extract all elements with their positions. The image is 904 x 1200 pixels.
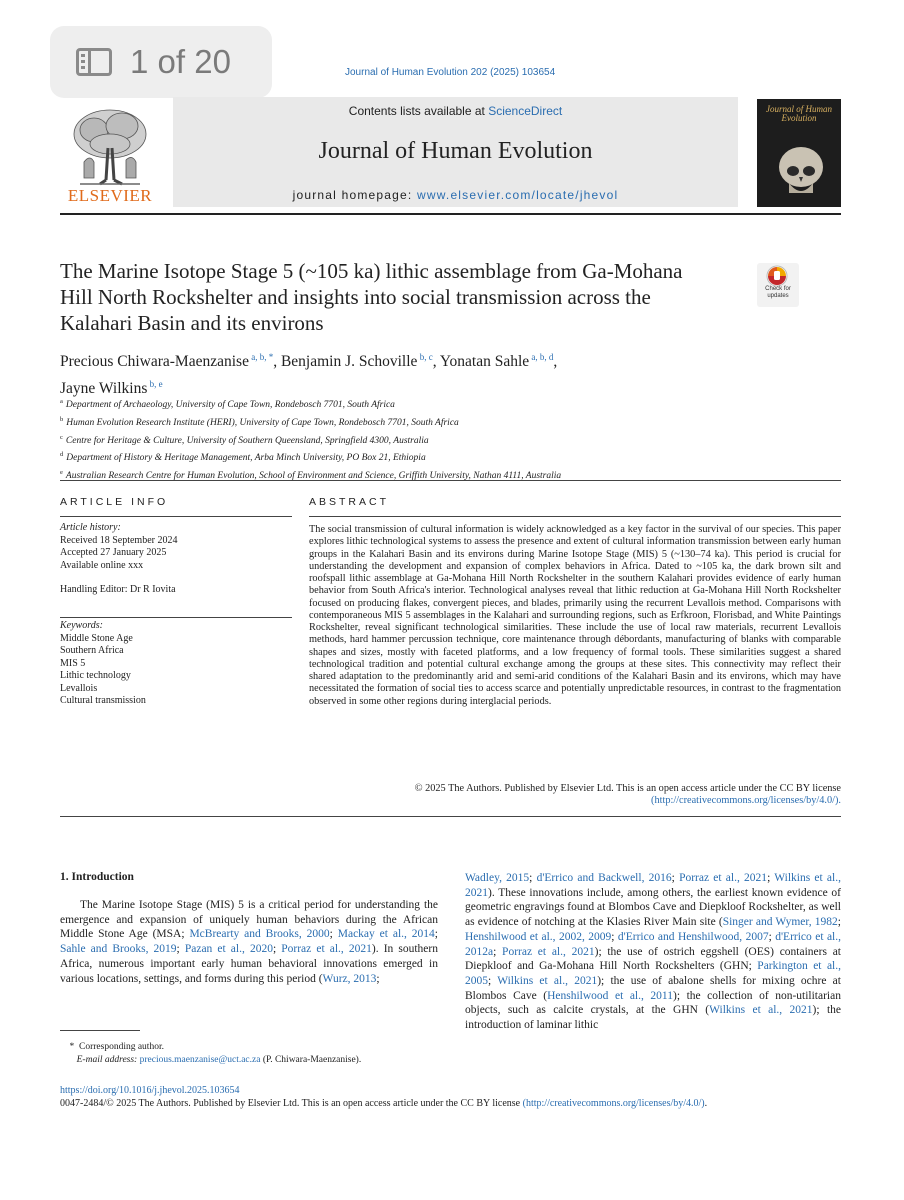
body-text: ; bbox=[272, 943, 282, 956]
affiliation-key: b bbox=[60, 415, 64, 423]
body-text: ; bbox=[376, 972, 380, 985]
author-affiliation-marks[interactable]: a, b, d bbox=[529, 352, 554, 362]
author-affiliation-marks[interactable]: b, e bbox=[147, 379, 163, 389]
author-name[interactable]: Jayne Wilkins bbox=[60, 380, 148, 397]
affiliation-text: Australian Research Centre for Human Evolution, School of Environment and Science, Griffith University, Nathan 4111, Australia bbox=[65, 471, 562, 482]
affiliation-item bbox=[60, 448, 820, 466]
body-text: The Marine Isotope Stage (MIS) 5 is a critical period for understanding the emergence and expansion of uniquely human behaviors during the African Middle Stone Age (MSA; bbox=[60, 899, 438, 941]
copyright-suffix: . bbox=[704, 1098, 708, 1109]
affiliation-key: a bbox=[60, 398, 63, 405]
affiliation-key: e bbox=[60, 469, 63, 477]
received-date: Received 18 September 2024 bbox=[60, 534, 178, 546]
doi-link[interactable]: https://doi.org/10.1016/j.jhevol.2025.103654 bbox=[60, 1085, 240, 1096]
body-text: ). In southern Africa, numerous important early human behavioral innovations emerged in various locations, settings, and forms during this period ( bbox=[60, 943, 438, 985]
corresponding-footnote bbox=[60, 1041, 438, 1066]
keywords-list bbox=[60, 633, 292, 708]
citation-link[interactable]: Henshilwood et al., 2002, 2009 bbox=[465, 930, 612, 943]
homepage-link[interactable]: www.elsevier.com/locate/jhevol bbox=[416, 188, 619, 202]
affiliation-text: Centre for Heritage & Culture, University of Southern Queensland, Springfield 4300, Australia bbox=[65, 435, 429, 446]
body-text: ; bbox=[493, 945, 503, 958]
abstract-license bbox=[309, 783, 841, 808]
citation-link[interactable]: Wilkins et al., 2021 bbox=[709, 1004, 813, 1017]
citation-link[interactable]: d'Errico and Backwell, 2016 bbox=[536, 872, 672, 884]
body-text: ). These innovations include, among others, the earliest known evidence of geometric engravings found at Blombos Cave and Diepkloof Rockshelter, as well as evidence of notching at the Klasies River Main site ( bbox=[465, 886, 841, 929]
section-rule bbox=[60, 816, 841, 817]
cover-title: Journal of Human Evolution bbox=[766, 104, 832, 123]
article-history bbox=[60, 522, 292, 597]
body-text: ); the introduction of laminar lithic bbox=[465, 1004, 841, 1032]
online-date: Available online xxx bbox=[60, 559, 144, 571]
affiliation-item bbox=[60, 413, 820, 431]
contents-prefix: Contents lists available at bbox=[348, 104, 489, 118]
article-title: The Marine Isotope Stage 5 (~105 ka) lithic assemblage from Ga-Mohana Hill North Rockshelter and insights into social transmission across the Kalahari Basin and its environs bbox=[60, 259, 683, 335]
affiliation-key: c bbox=[60, 433, 63, 441]
keyword-item: Levallois bbox=[60, 682, 98, 694]
citation-link[interactable]: d'Errico and Henshilwood, 2007 bbox=[617, 930, 769, 943]
keyword-item: Cultural transmission bbox=[60, 695, 146, 706]
email-link[interactable]: precious.maenzanise@uct.ac.za bbox=[139, 1054, 261, 1065]
check-updates-icon bbox=[766, 265, 788, 287]
copyright-line bbox=[60, 1098, 850, 1109]
affiliation-text: Human Evolution Research Institute (HERI), University of Cape Town, Rondebosch 7701, South Africa bbox=[66, 417, 459, 428]
body-text: ; bbox=[529, 872, 537, 884]
author-affiliation-marks[interactable]: a, b, * bbox=[248, 352, 274, 362]
body-text: ; bbox=[611, 930, 618, 943]
body-text: ; bbox=[488, 974, 498, 987]
affiliation-key: d bbox=[60, 451, 64, 459]
abstract-heading: ABSTRACT bbox=[309, 496, 390, 508]
email-suffix: (P. Chiwara-Maenzanise). bbox=[260, 1054, 362, 1065]
email-label: E-mail address: bbox=[76, 1054, 140, 1065]
history-label: Article history: bbox=[60, 522, 121, 533]
footnote-rule bbox=[60, 1030, 140, 1031]
citation-link[interactable]: Sahle and Brooks, 2019 bbox=[60, 943, 177, 956]
affiliation-item bbox=[60, 466, 820, 484]
introduction-right-column bbox=[465, 871, 841, 1033]
body-text: ; bbox=[767, 872, 775, 884]
contents-line bbox=[173, 104, 738, 118]
author-name[interactable]: Yonatan Sahle bbox=[439, 353, 530, 370]
citation-link[interactable]: Pazan et al., 2020 bbox=[184, 943, 273, 956]
citation-link[interactable]: Porraz et al., 2021 bbox=[679, 872, 768, 884]
author-separator: , bbox=[432, 353, 440, 370]
body-text: ; bbox=[671, 872, 680, 884]
author-name[interactable]: Precious Chiwara-Maenzanise bbox=[60, 353, 249, 370]
body-text: ); the use of ostrich eggshell (OES) containers at Diepkloof and Ga-Mohana Hill North Rockshelters (GHN; bbox=[465, 945, 841, 973]
body-text: ; bbox=[837, 916, 841, 929]
author-separator: , bbox=[553, 353, 558, 370]
license-line: © 2025 The Authors. Published by Elsevier Ltd. This is an open access article under the CC BY license bbox=[414, 783, 841, 794]
license-link[interactable]: (http://creativecommons.org/licenses/by/4.0/). bbox=[651, 795, 841, 807]
corresponding-label: Corresponding author. bbox=[79, 1042, 164, 1052]
author-separator: , bbox=[273, 353, 281, 370]
homepage-prefix: journal homepage: bbox=[292, 188, 417, 202]
handling-editor: Handling Editor: Dr R Iovita bbox=[60, 584, 176, 595]
keyword-item: Middle Stone Age bbox=[60, 632, 133, 644]
affiliation-item bbox=[60, 431, 820, 449]
header-rule bbox=[60, 213, 841, 215]
body-text: ); the use of abalone shells for mixing ochre at Blombos Cave ( bbox=[465, 974, 841, 1002]
check-for-updates-button[interactable] bbox=[757, 263, 799, 307]
affiliation-text: Department of History & Heritage Management, Arba Minch University, PO Box 21, Ethiopia bbox=[66, 453, 426, 464]
page-counter-text: 1 of 20 bbox=[130, 43, 231, 80]
body-text: ; bbox=[768, 930, 776, 943]
introduction-left-column bbox=[60, 898, 438, 986]
journal-homepage bbox=[173, 188, 738, 202]
keyword-item: Lithic technology bbox=[60, 670, 131, 681]
affiliation-item bbox=[60, 395, 820, 413]
citation-link[interactable]: Parkington et al., 2005 bbox=[465, 960, 841, 987]
keywords-rule bbox=[60, 617, 292, 618]
keyword-item: MIS 5 bbox=[60, 657, 86, 669]
abstract-text: The social transmission of cultural information is widely acknowledged as a key factor in the survival of our species. This paper explores lithic technological systems to assess the presence and extent of cultural information transmission between early human groups in the Kalahari Basin and its environs during Marine Isotope Stage (MIS) 5 (~130–74 ka). This period is crucial for understanding the development and expansion of complex behaviors in Africa. Dated to ~105 ka, the dark brown silt and roofspall lithic assemblage at Ga-Mohana Hill North Rockshelter in the southern Kalahari provides evidence of early human behavior from South Africa's interior. Technological analyses reveal that lithic reduction at Ga-Mohana Hill North Rockshelter focused on producing flakes, convergent pieces, and blades, primarily using the recurrent Levallois method. Comparisons with contemporaneous MIS 5 assemblages in the Kalahari and surrounding regions, such as Erfkroon, Florisbad, and White Paintings Rockshelter, reveal significant technological similarities. These include the use of local raw materials, recurrent Levallois methods, hard hammer percussion technique, core maintenance through débordants, manufacturing of blanks with comparable shapes and sizes, mostly with faceted platforms, and a low frequency of formal tools. These similarities suggest a shared technological tradition and potential cultural exchange among the groups at these sites. This connectivity may reflect their shared adaptation to the predominantly arid and semi-arid conditions of the Kalahari Basin and its environs, which may have necessitated the formation of social ties to access scarce and potentially unpredictable resources, in contrast to the fragmentation observed in some other regions during interglacial periods. bbox=[309, 524, 841, 707]
citation-link[interactable]: d'Errico et al., 2012a bbox=[465, 930, 842, 958]
article-info-heading: ARTICLE INFO bbox=[60, 496, 169, 508]
skull-icon bbox=[775, 143, 827, 201]
affiliation-text: Department of Archaeology, University of Cape Town, Rondebosch 7701, South Africa bbox=[65, 400, 395, 410]
footnote-marker: * bbox=[69, 1042, 75, 1052]
citation-link[interactable]: Porraz et al., 2021 bbox=[502, 945, 595, 958]
introduction-heading: 1. Introduction bbox=[60, 871, 134, 883]
citation-link[interactable]: Henshilwood et al., 2011 bbox=[547, 989, 673, 1002]
page-counter-badge[interactable] bbox=[50, 26, 272, 98]
citation-link[interactable]: Wadley, 2015 bbox=[465, 872, 530, 884]
citation-link[interactable]: Mackay et al., 2014 bbox=[337, 928, 435, 941]
accepted-date: Accepted 27 January 2025 bbox=[60, 547, 167, 558]
journal-citation[interactable]: Journal of Human Evolution 202 (2025) 103654 bbox=[345, 67, 556, 78]
article-info-rule bbox=[60, 516, 292, 517]
body-text: ); the collection of non-utilitarian objects, such as calcite crystals, at the GHN ( bbox=[465, 989, 841, 1017]
citation-link[interactable]: Porraz et al., 2021 bbox=[281, 943, 372, 956]
abstract-rule bbox=[309, 516, 841, 517]
citation-link[interactable]: McBrearty and Brooks, 2000 bbox=[189, 928, 330, 941]
keywords-label: Keywords: bbox=[60, 620, 103, 631]
journal-cover-image bbox=[757, 99, 841, 207]
affiliation-list bbox=[60, 395, 820, 484]
keywords-block bbox=[60, 620, 292, 708]
citation-link[interactable]: Singer and Wymer, 1982 bbox=[722, 916, 838, 929]
body-text: ; bbox=[329, 928, 338, 941]
copyright-link[interactable]: (http://creativecommons.org/licenses/by/4.0/) bbox=[522, 1098, 705, 1109]
author-name[interactable]: Benjamin J. Schoville bbox=[280, 353, 418, 370]
author-list bbox=[60, 346, 800, 400]
citation-link[interactable]: Wilkins et al., 2021 bbox=[497, 974, 598, 987]
elsevier-wordmark: ELSEVIER bbox=[67, 186, 153, 205]
sidebar-panel-icon[interactable] bbox=[76, 48, 112, 76]
body-text: ; bbox=[176, 943, 185, 956]
author-affiliation-marks[interactable]: b, c bbox=[417, 352, 433, 362]
copyright-text: 0047-2484/© 2025 The Authors. Published by Elsevier Ltd. This is an open access article under the CC BY license bbox=[60, 1098, 523, 1109]
check-updates-label: Check for updates bbox=[765, 286, 791, 299]
body-text: ; bbox=[434, 928, 438, 941]
section-rule bbox=[60, 480, 841, 481]
keyword-item: Southern Africa bbox=[60, 645, 124, 656]
citation-link[interactable]: Wurz, 2013 bbox=[322, 972, 377, 985]
citation-link[interactable]: Wilkins et al., 2021 bbox=[465, 872, 841, 899]
sciencedirect-link[interactable]: ScienceDirect bbox=[488, 104, 563, 118]
journal-title: Journal of Human Evolution bbox=[318, 138, 593, 164]
